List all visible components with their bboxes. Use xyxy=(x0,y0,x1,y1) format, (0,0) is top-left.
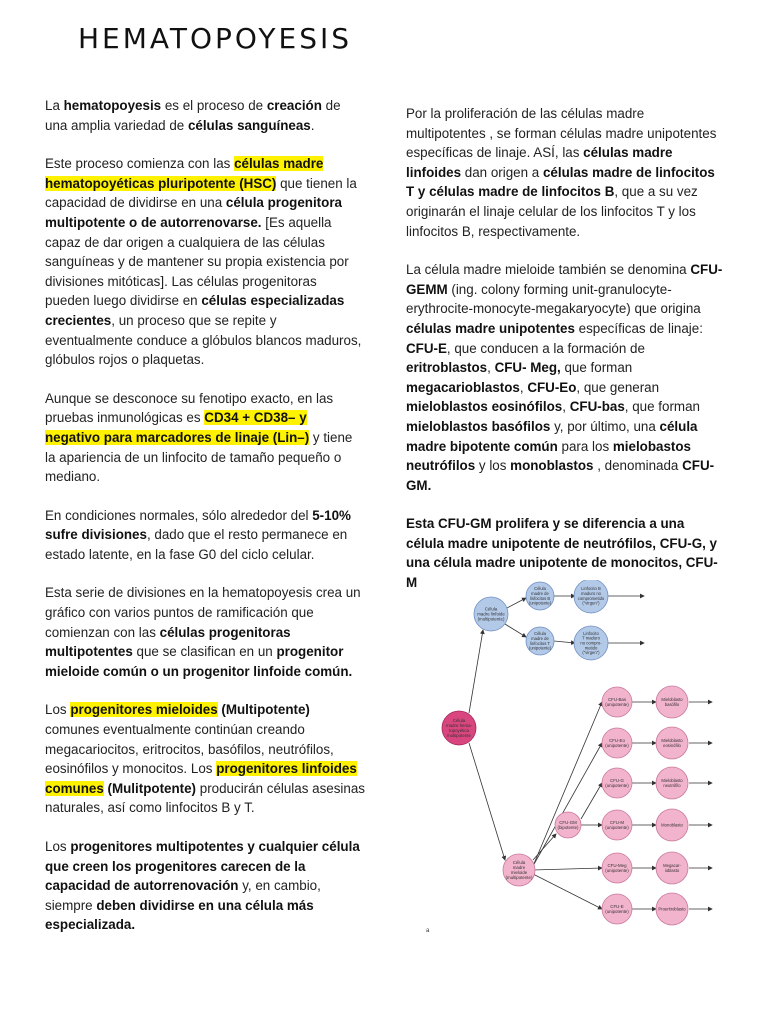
node-lymphoid-label: Célula madre linfoide (multipotente) xyxy=(477,606,505,622)
node-blast-5-label: Proeritroblasto xyxy=(658,906,686,912)
node-hsc-label: Célula madre hema-topoyética multipotente xyxy=(445,717,473,739)
node-blast-1-label: Mieloblasto eosinófilo xyxy=(661,738,683,748)
node-myeloid xyxy=(503,854,535,886)
node-blymph xyxy=(574,580,608,613)
edge-hsc-lymphoid xyxy=(469,630,483,713)
node-lymphoid xyxy=(474,597,508,631)
paragraph-phenotype: Aunque se desconoce su fenotipo exacto, en las pruebas inmunológicas es CD34 + CD38– y negativo para marcadores de linaje (Lin–) y tiene la apariencia de un linfocito de tamaño pequeño o mediano. xyxy=(45,390,353,485)
paragraph-hsc: Este proceso comienza con las células madre hematopoyéticas pluripotente (HSC) que tienen la capacidad de dividirse en una célula progenitora multipotente o de autorrenovarse. [Es aquella capaz de dar origen a cualquiera de las células sanguíneas y de mantener su propia existencia por divisiones mitóticas]. Las células progenitoras pueden luego dividirse en células especializadas crecientes, un proceso que se repite y eventualmente conduce a glóbulos blancos maduros, glóbulos rojos o plaquetas. xyxy=(45,156,362,368)
node-cfugm-label: CFU-GM (bipotente) xyxy=(557,820,579,831)
node-tcell-label: Célula madre de linfocitos T (unipotente) xyxy=(528,631,552,651)
figure-letter: a xyxy=(426,928,430,934)
paragraph-progenitors: Los progenitores mieloides (Multipotente) comunes eventualmente continúan creando megacariocitos, eritrocitos, basófilos, neutrófilos, eosinófilos y monocitos. Los progenitores linfoides comunes (Mulitpotente) producirán células asesinas naturales, así como linfocitos B y T. xyxy=(45,702,365,816)
left-column xyxy=(45,96,365,954)
paragraph-divisions: En condiciones normales, sólo alrededor del 5-10% sufre divisiones, dado que el resto permanece en estado latente, en la fase G0 del ciclo celular. xyxy=(45,507,351,562)
node-cfu-3 xyxy=(602,810,632,840)
node-blast-0-label: Mieloblasto basófilo xyxy=(661,697,683,707)
node-blast-5 xyxy=(656,893,688,925)
node-cfu-5 xyxy=(602,894,632,924)
diagram-nodes xyxy=(426,580,688,934)
edge-myeloid-cfu-4 xyxy=(533,868,602,870)
node-cfu-2-label: CFU-G (unipotente) xyxy=(605,778,629,789)
hematopoiesis-diagram xyxy=(418,580,718,952)
edge-tcell-tlymph xyxy=(554,641,575,643)
node-cfu-0 xyxy=(602,687,632,717)
node-blast-2 xyxy=(656,767,688,799)
node-cfu-1 xyxy=(602,728,632,758)
edge-lymphoid-bcell xyxy=(507,598,526,608)
paragraph-cfu-gemm: La célula madre mieloide también se denomina CFU-GEMM (ing. colony forming unit-granulocyte-erythrocite-monocyte-megakaryocyte) que origina células madre unipotentes específicas de linaje: CFU-E, que conducen a la formación de eritroblastos, CFU- Meg, que forman megacarioblastos, CFU-Eo, que generan mieloblastos eosinófilos, CFU-bas, que forman mieloblastos basófilos y, por último, una célula madre bipotente común para los mielobastos neutrófilos y los monoblastos , denominada CFU-GM. xyxy=(406,262,723,493)
node-cfu-2 xyxy=(602,768,632,798)
node-blast-0 xyxy=(656,686,688,718)
node-blast-3-label: Monoblasto xyxy=(661,822,683,828)
node-tlymph xyxy=(574,626,608,660)
diagram-svg xyxy=(418,580,718,952)
node-cfugm xyxy=(555,812,581,838)
node-hsc xyxy=(442,711,476,745)
node-tlymph-label: Linfocito T maduro no compro-metido ("virgen") xyxy=(580,630,602,656)
node-blymph-label: Linfocito B maduro no comprometido ("virgen") xyxy=(577,586,605,606)
paragraph-self-renewal: Los progenitores multipotentes y cualquier célula que creen los progenitores carecen de la capacidad de autorrenovación y, en cambio, siempre deben dividirse en una célula más especializada. xyxy=(45,839,360,933)
node-bcell-label: Célula madre de linfocitos B (unipotente) xyxy=(528,586,552,606)
node-cfu-3-label: CFU-M (unipotente) xyxy=(605,820,629,831)
edge-myeloid-cfu-1 xyxy=(533,743,602,866)
node-blast-2-label: Mieloblasto neutrófilo xyxy=(661,778,683,788)
node-myeloid-label: Célula madre mieloide (multipotente) xyxy=(505,859,533,881)
node-blast-4 xyxy=(656,852,688,884)
node-cfu-4-label: CFU-Meg (unipotente) xyxy=(605,863,629,874)
paragraph-intro: La hematopoyesis es el proceso de creación de una amplia variedad de células sanguíneas. xyxy=(45,98,341,133)
node-cfu-0-label: CFU-Bas (unipotente) xyxy=(605,697,629,708)
node-cfu-1-label: CFU-Eo (unipotente) xyxy=(605,738,629,749)
node-bcell xyxy=(526,582,554,610)
paragraph-unipotent: Por la proliferación de las células madre multipotentes , se forman células madre unipotentes específicas de linaje. ASÍ, las células madre linfoides dan origen a células madre de linfocitos T y células madre de linfocitos B, que a su vez originarán el linaje celular de los linfocitos T y los linfocitos B, respectivamente. xyxy=(406,106,717,239)
edge-cfugm-cfu-2 xyxy=(581,783,602,819)
edge-myeloid-cfu-5 xyxy=(533,874,602,909)
right-column xyxy=(406,104,724,612)
edge-hsc-myeloid xyxy=(469,743,505,860)
paragraph-branching: Esta serie de divisiones en la hematopoyesis crea un gráfico con varios puntos de ramificación que comienzan con las células progenitoras multipotentes que se clasifican en un progenitor mieloide común o un progenitor linfoide común. xyxy=(45,585,361,679)
edge-myeloid-cfu-0 xyxy=(533,702,602,866)
node-blast-3 xyxy=(656,809,688,841)
node-cfu-4 xyxy=(602,853,632,883)
node-blast-1 xyxy=(656,727,688,759)
node-blast-4-label: Megacar-ioblasto xyxy=(663,863,681,873)
node-tcell xyxy=(526,627,554,655)
node-cfu-5-label: CFU-E (unipotente) xyxy=(605,904,629,915)
paragraph-cfu-gm: Esta CFU-GM prolifera y se diferencia a una célula madre unipotente de neutrófilos, CFU-G, y una célula madre unipotente de monocitos, CFU-M xyxy=(406,516,718,591)
edge-lymphoid-tcell xyxy=(505,624,526,637)
page-title: HEMATOPOYESIS xyxy=(78,22,353,55)
